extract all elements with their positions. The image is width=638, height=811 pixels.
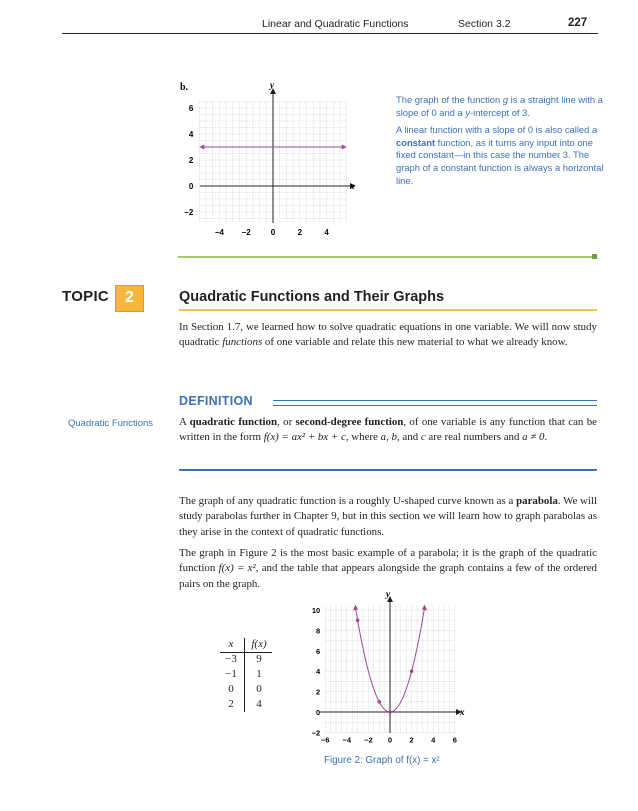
- table-header-x: x: [228, 638, 234, 650]
- topic-number-badge: 2: [115, 285, 144, 312]
- graph-b-x-label: x: [350, 181, 355, 191]
- running-title: Linear and Quadratic Functions: [262, 18, 409, 30]
- definition-text: A quadratic function, or second-degree function, of one variable is any function that can be written in the form f(x) = ax² + bx + c, where a, b, and c are real numbers and a ≠ 0.: [179, 416, 597, 444]
- parabola-left-arrow: [353, 605, 358, 611]
- graph-b-x-tick: 2: [297, 227, 303, 237]
- figure-2-y-label: y: [386, 590, 390, 599]
- figure-2-y-tick: 4: [316, 667, 321, 677]
- side-note: [396, 94, 608, 192]
- table-vertical-rule: [244, 638, 245, 712]
- figure-2-graph: [300, 590, 475, 752]
- definition-side-label: Quadratic Functions: [68, 418, 154, 429]
- figure-2-x-tick: 4: [431, 735, 436, 745]
- figure-2-y-tick: 8: [316, 626, 321, 636]
- graph-b-y-tick: 6: [188, 104, 194, 113]
- figure-intro-paragraph: The graph in Figure 2 is the most basic example of a parabola; it is the graph of the quadratic function f(x) = x², and the table that appears alongside the graph contains a few of the ordered pairs on the graph.: [179, 547, 597, 590]
- topic-divider: [178, 256, 594, 258]
- header-rule: [62, 33, 598, 34]
- constant-line-left-arrow: [199, 145, 204, 150]
- definition-rule-bottom: [273, 405, 597, 406]
- definition-bottom-rule: [179, 469, 597, 471]
- graph-b-y-tick: 4: [188, 130, 194, 139]
- figure-2-caption: Figure 2: Graph of f(x) = x²: [324, 755, 440, 766]
- topic-divider-marker: [592, 254, 597, 259]
- figure-2-x-tick: 6: [452, 735, 457, 745]
- graph-b-x-tick: −4: [214, 227, 224, 237]
- graph-b-x-tick: 4: [324, 227, 329, 237]
- page-number: 227: [568, 17, 588, 29]
- title-underline: [179, 309, 597, 311]
- definition-heading: DEFINITION: [179, 394, 253, 408]
- graph-b-x-tick: −2: [241, 227, 251, 237]
- graph-b-x-tick: 0: [270, 227, 276, 237]
- figure-2-y-tick: 2: [316, 687, 321, 697]
- figure-2-x-label: x: [460, 707, 465, 717]
- side-note-p1: The graph of the function g is a straight line with a slope of 0 and a y-intercept of 3.: [396, 94, 603, 118]
- figure-2-x-tick: −2: [364, 735, 373, 745]
- graph-b-y-tick: −2: [184, 208, 194, 217]
- graph-b-label: b.: [180, 82, 189, 93]
- figure-2-x-tick: 0: [387, 735, 393, 745]
- definition-rule-top: [273, 400, 597, 401]
- table-header-rule: [220, 652, 272, 653]
- plotted-point: [388, 710, 392, 714]
- section-label: Section 3.2: [458, 18, 511, 30]
- constant-line-right-arrow: [342, 145, 347, 150]
- table-row: −3 9: [225, 653, 262, 665]
- section-title: Quadratic Functions and Their Graphs: [179, 289, 445, 305]
- figure-2-y-tick: 0: [316, 708, 321, 717]
- table-header-row: [218, 638, 274, 653]
- ordered-pairs-table: [218, 638, 274, 713]
- figure-2-x-tick: 2: [409, 735, 414, 745]
- parabola-right-arrow: [422, 605, 427, 611]
- side-note-p2: A linear function with a slope of 0 is also called a constant function, as it turns any input into one fixed constant—in this case the number 3. The graph of a constant function is always a horizontal line.: [396, 124, 604, 186]
- topic-word: TOPIC: [62, 288, 110, 305]
- table-row: −1 1: [225, 668, 262, 680]
- plotted-point: [356, 618, 360, 622]
- graph-b: [170, 78, 370, 248]
- parabola-paragraph: The graph of any quadratic function is a roughly U-shaped curve known as a parabola. We will study parabolas further in Chapter 9, but in this section we will learn how to graph parabolas as they arise in the context of quadratic functions.: [179, 495, 598, 538]
- table-row: 0 0: [228, 683, 262, 695]
- graph-b-y-tick: 2: [188, 156, 194, 165]
- plotted-point: [410, 669, 414, 673]
- graph-b-y-label: y: [270, 80, 274, 90]
- table-header-fx: f(x): [251, 638, 267, 650]
- figure-2-y-tick: 6: [316, 646, 321, 656]
- table-row: 2 4: [228, 698, 262, 710]
- figure-2-x-tick: −4: [342, 735, 352, 745]
- figure-2-y-tick: 10: [311, 606, 321, 615]
- graph-b-y-tick: 0: [188, 182, 194, 191]
- figure-2-x-tick: −6: [320, 735, 330, 745]
- figure-2-y-tick: −2: [311, 728, 321, 738]
- intro-paragraph: In Section 1.7, we learned how to solve quadratic equations in one variable. We will now study quadratic functions of one variable and relate this new material to what we already know.: [179, 321, 597, 349]
- plotted-point: [377, 700, 381, 704]
